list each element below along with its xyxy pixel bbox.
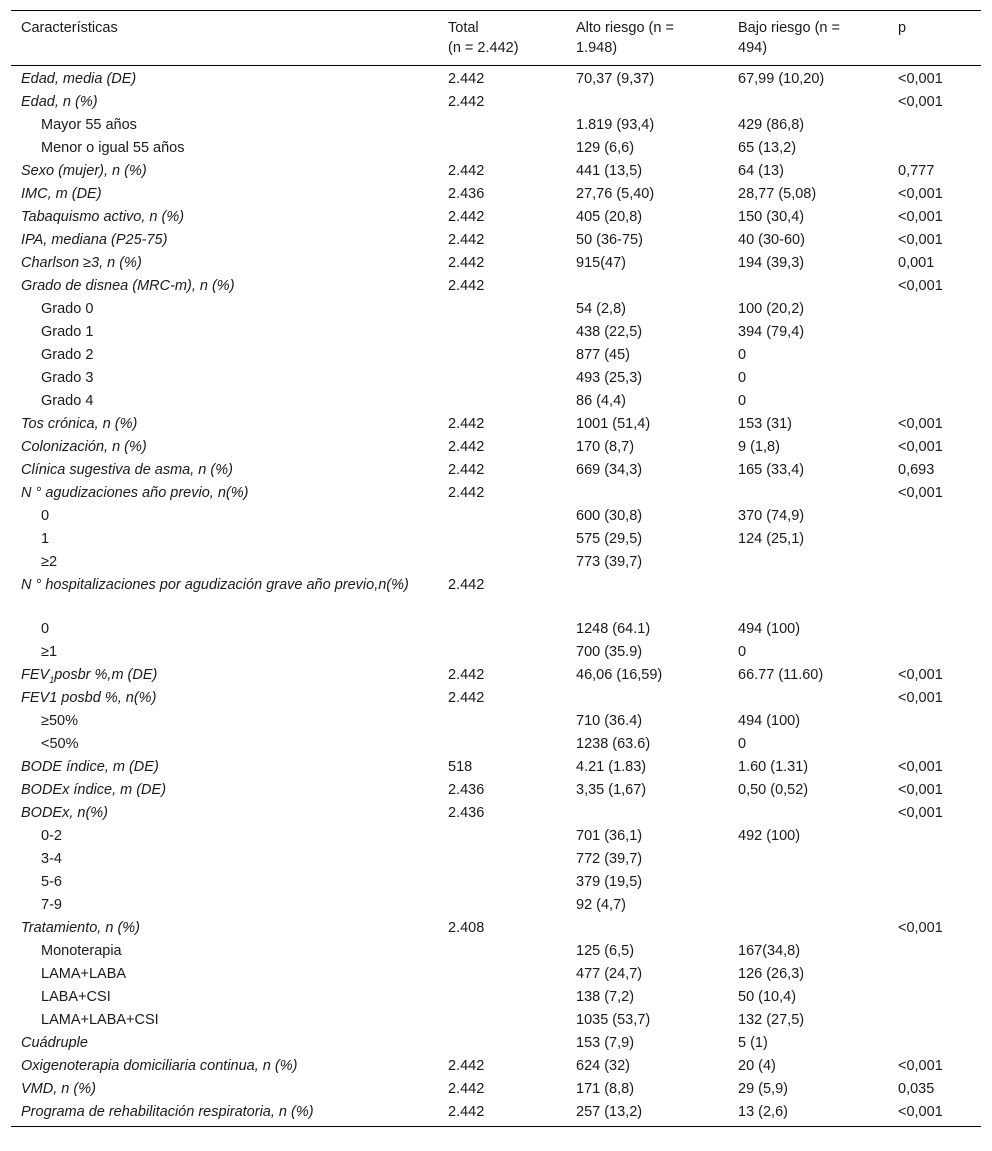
cell-high-risk: 405 (20,8) [576, 209, 643, 225]
row-label: 0-2 [41, 828, 62, 844]
cell-low-risk: 67,99 (10,20) [738, 71, 825, 87]
header-total-line1: Total [448, 20, 479, 36]
cell-total: 2.442 [448, 94, 485, 110]
table-row [11, 1009, 981, 1032]
row-label: IMC, m (DE) [21, 186, 102, 202]
table-header [11, 11, 981, 66]
row-label: 1 [41, 531, 50, 547]
table-row [11, 1032, 981, 1055]
cell-low-risk [728, 848, 888, 871]
cell-low-risk: 150 (30,4) [738, 209, 805, 225]
cell-p-value: <0,001 [898, 805, 943, 821]
cell-high-risk: 700 (35.9) [576, 644, 643, 660]
row-label: 5-6 [41, 874, 62, 890]
row-label: BODE índice, m (DE) [21, 759, 159, 775]
cell-total: 2.442 [448, 209, 485, 225]
fev1-label-subscript: 1 [49, 674, 55, 685]
cell-p-value [888, 298, 981, 321]
table-row [11, 229, 981, 252]
cell-low-risk: 100 (20,2) [738, 301, 805, 317]
cell-low-risk: 1.60 (1.31) [738, 759, 809, 775]
cell-high-risk: 27,76 (5,40) [576, 186, 655, 202]
cell-p-value [888, 618, 981, 641]
cell-total [438, 390, 566, 413]
row-label: 7-9 [41, 897, 62, 913]
row-label: Monoterapia [41, 943, 122, 959]
fev1-label-prefix: FEV [21, 667, 50, 683]
row-label: ≥50% [41, 713, 78, 729]
cell-low-risk: 132 (27,5) [738, 1012, 805, 1028]
cell-total: 2.442 [448, 278, 485, 294]
cell-total [438, 505, 566, 528]
cell-low-risk: 0,50 (0,52) [738, 782, 809, 798]
row-label: Grado 2 [41, 347, 94, 363]
row-label: Sexo (mujer), n (%) [21, 163, 147, 179]
cell-p-value: 0,693 [898, 462, 935, 478]
row-label: Tos crónica, n (%) [21, 416, 138, 432]
cell-high-risk: 441 (13,5) [576, 163, 643, 179]
row-label: Grado 4 [41, 393, 94, 409]
row-label: Grado de disnea (MRC-m), n (%) [21, 278, 235, 294]
cell-low-risk: 429 (86,8) [738, 117, 805, 133]
characteristics-table-container [11, 10, 981, 1127]
row-label: Oxigenoterapia domiciliaria continua, n (%) [21, 1058, 298, 1074]
table-row [11, 252, 981, 275]
cell-p-value: <0,001 [898, 186, 943, 202]
cell-high-risk: 1248 (64.1) [576, 621, 651, 637]
cell-low-risk: 64 (13) [738, 163, 784, 179]
table-row [11, 1055, 981, 1078]
cell-high-risk: 477 (24,7) [576, 966, 643, 982]
header-high-risk-line2: 1.948) [576, 40, 618, 56]
cell-p-value: <0,001 [888, 1101, 981, 1127]
table-row [11, 413, 981, 436]
cell-high-risk: 3,35 (1,67) [576, 782, 647, 798]
cell-p-value [888, 114, 981, 137]
cell-low-risk [728, 687, 888, 710]
table-row [11, 321, 981, 344]
row-label: Grado 0 [41, 301, 94, 317]
cell-total [438, 940, 566, 963]
cell-high-risk: 4.21 (1.83) [576, 759, 647, 775]
cell-low-risk [728, 871, 888, 894]
cell-low-risk [728, 482, 888, 505]
cell-low-risk: 167(34,8) [738, 943, 801, 959]
cell-high-risk: 125 (6,5) [576, 943, 635, 959]
cell-p-value: <0,001 [898, 485, 943, 501]
header-low-risk-line2: 494) [738, 40, 768, 56]
row-label: Grado 3 [41, 370, 94, 386]
row-label [11, 664, 438, 687]
cell-p-value [888, 528, 981, 551]
cell-p-value [888, 940, 981, 963]
table-body [11, 66, 981, 1127]
cell-p-value: <0,001 [898, 920, 943, 936]
cell-high-risk: 86 (4,4) [576, 393, 626, 409]
row-label: 0 [41, 508, 50, 524]
cell-p-value: <0,001 [898, 94, 943, 110]
cell-low-risk: 492 (100) [738, 828, 801, 844]
row-label: Programa de rehabilitación respiratoria, n (%) [11, 1101, 438, 1127]
cell-low-risk [728, 574, 888, 618]
cell-total: 2.442 [448, 232, 485, 248]
table-row [11, 802, 981, 825]
cell-high-risk [566, 482, 728, 505]
cell-low-risk: 494 (100) [738, 713, 801, 729]
cell-high-risk: 171 (8,8) [576, 1081, 635, 1097]
cell-p-value: <0,001 [898, 439, 943, 455]
row-label: VMD, n (%) [21, 1081, 96, 1097]
cell-total: 2.442 [448, 485, 485, 501]
cell-p-value [888, 551, 981, 574]
cell-low-risk [728, 275, 888, 298]
table-row [11, 183, 981, 206]
cell-p-value [888, 367, 981, 390]
table-row [11, 459, 981, 482]
table-row [11, 505, 981, 528]
cell-low-risk: 0 [738, 370, 747, 386]
cell-high-risk: 915(47) [576, 255, 626, 271]
cell-p-value: 0,001 [898, 255, 935, 271]
cell-total [438, 1009, 566, 1032]
table-row [11, 733, 981, 756]
cell-low-risk: 494 (100) [738, 621, 801, 637]
header-total [438, 11, 566, 66]
cell-high-risk: 379 (19,5) [576, 874, 643, 890]
row-label: Mayor 55 años [41, 117, 137, 133]
table-row [11, 275, 981, 298]
cell-total: 2.442 [448, 1058, 485, 1074]
row-label: Tratamiento, n (%) [21, 920, 140, 936]
table-row [11, 917, 981, 940]
table-row [11, 664, 981, 687]
cell-total [438, 641, 566, 664]
row-label: FEV1 posbd %, n(%) [21, 690, 157, 706]
cell-high-risk: 170 (8,7) [576, 439, 635, 455]
cell-low-risk: 28,77 (5,08) [738, 186, 817, 202]
table-row [11, 963, 981, 986]
row-label: Edad, n (%) [21, 94, 98, 110]
header-p-value: p [898, 20, 907, 36]
cell-high-risk: 1001 (51,4) [576, 416, 651, 432]
cell-total [438, 1032, 566, 1055]
cell-high-risk: 54 (2,8) [576, 301, 626, 317]
cell-p-value [888, 894, 981, 917]
cell-total: 2.442 [448, 71, 485, 87]
cell-total [438, 986, 566, 1009]
table-row [11, 436, 981, 459]
cell-total: 518 [448, 759, 473, 775]
header-low-risk [728, 11, 888, 66]
row-label: Cuádruple [21, 1035, 88, 1051]
cell-low-risk [728, 802, 888, 825]
cell-total: 2.442 [448, 462, 485, 478]
cell-high-risk: 438 (22,5) [576, 324, 643, 340]
cell-high-risk: 153 (7,9) [576, 1035, 635, 1051]
cell-low-risk [728, 551, 888, 574]
cell-total: 2.436 [448, 805, 485, 821]
cell-low-risk: 153 (31) [738, 416, 793, 432]
cell-total [438, 528, 566, 551]
cell-total [438, 367, 566, 390]
cell-total [438, 618, 566, 641]
cell-high-risk: 575 (29,5) [576, 531, 643, 547]
cell-high-risk: 1.819 (93,4) [576, 117, 655, 133]
cell-p-value: 0,777 [898, 163, 935, 179]
row-label: Clínica sugestiva de asma, n (%) [21, 462, 233, 478]
cell-p-value [888, 321, 981, 344]
cell-high-risk [566, 802, 728, 825]
cell-p-value [888, 848, 981, 871]
cell-total: 2.442 [448, 667, 485, 683]
cell-low-risk: 0 [738, 393, 747, 409]
cell-high-risk: 600 (30,8) [576, 508, 643, 524]
cell-low-risk: 0 [738, 347, 747, 363]
table-row [11, 894, 981, 917]
cell-p-value: <0,001 [898, 416, 943, 432]
cell-high-risk [566, 275, 728, 298]
cell-total: 2.442 [448, 577, 485, 593]
cell-p-value: <0,001 [898, 667, 943, 683]
table-row [11, 871, 981, 894]
cell-p-value [888, 1009, 981, 1032]
cell-low-risk [728, 91, 888, 114]
table-row [11, 779, 981, 802]
table-row [11, 986, 981, 1009]
cell-high-risk: 624 (32) [576, 1058, 631, 1074]
cell-total: 2.442 [448, 1081, 485, 1097]
cell-high-risk: 772 (39,7) [576, 851, 643, 867]
table-row [11, 825, 981, 848]
row-label: Charlson ≥3, n (%) [21, 255, 142, 271]
table-row [11, 618, 981, 641]
table-row [11, 66, 981, 91]
cell-total [438, 114, 566, 137]
cell-low-risk: 40 (30-60) [738, 232, 805, 248]
cell-p-value [888, 710, 981, 733]
table-row [11, 1078, 981, 1101]
header-high-risk-line1: Alto riesgo (n = [576, 20, 674, 36]
cell-high-risk [566, 91, 728, 114]
cell-low-risk: 394 (79,4) [738, 324, 805, 340]
cell-total [438, 963, 566, 986]
cell-high-risk: 710 (36.4) [576, 713, 643, 729]
cell-low-risk: 0 [738, 644, 747, 660]
table-row [11, 390, 981, 413]
table-row [11, 160, 981, 183]
row-label: ≥1 [41, 644, 58, 660]
row-label: LABA+CSI [41, 989, 111, 1005]
row-label: BODEx, n(%) [21, 805, 109, 821]
cell-low-risk: 9 (1,8) [738, 439, 780, 455]
cell-low-risk: 126 (26,3) [738, 966, 805, 982]
cell-high-risk: 257 (13,2) [566, 1101, 728, 1127]
table-row [11, 298, 981, 321]
row-label: BODEx índice, m (DE) [21, 782, 167, 798]
cell-high-risk: 1238 (63.6) [576, 736, 651, 752]
cell-high-risk: 70,37 (9,37) [576, 71, 655, 87]
cell-p-value: <0,001 [898, 759, 943, 775]
table-row [11, 367, 981, 390]
cell-high-risk: 138 (7,2) [576, 989, 635, 1005]
table-row [11, 206, 981, 229]
table-row [11, 687, 981, 710]
cell-high-risk [566, 687, 728, 710]
table-row [11, 710, 981, 733]
table-row [11, 756, 981, 779]
characteristics-table [11, 10, 981, 1127]
cell-low-risk: 29 (5,9) [738, 1081, 788, 1097]
header-high-risk [566, 11, 728, 66]
cell-p-value [888, 137, 981, 160]
cell-total: 2.442 [448, 163, 485, 179]
cell-low-risk: 124 (25,1) [738, 531, 805, 547]
cell-total: 2.442 [448, 255, 485, 271]
table-row [11, 528, 981, 551]
table-row [11, 344, 981, 367]
cell-total: 2.442 [448, 416, 485, 432]
cell-total [438, 344, 566, 367]
row-label: Menor o igual 55 años [41, 140, 185, 156]
cell-high-risk: 46,06 (16,59) [576, 667, 663, 683]
cell-p-value [888, 825, 981, 848]
cell-total: 2.442 [448, 690, 485, 706]
row-label: LAMA+LABA [41, 966, 127, 982]
row-label: 3-4 [41, 851, 62, 867]
cell-low-risk: 50 (10,4) [738, 989, 797, 1005]
cell-p-value: <0,001 [898, 232, 943, 248]
row-label: 0 [41, 621, 50, 637]
cell-high-risk: 129 (6,6) [576, 140, 635, 156]
cell-total: 2.442 [438, 1101, 566, 1127]
cell-total: 2.442 [448, 439, 485, 455]
row-label: Edad, media (DE) [21, 71, 137, 87]
table-row [11, 551, 981, 574]
cell-low-risk: 65 (13,2) [738, 140, 797, 156]
cell-high-risk: 92 (4,7) [576, 897, 626, 913]
cell-low-risk: 370 (74,9) [738, 508, 805, 524]
row-label: Tabaquismo activo, n (%) [21, 209, 185, 225]
cell-high-risk: 701 (36,1) [576, 828, 643, 844]
cell-high-risk: 493 (25,3) [576, 370, 643, 386]
cell-high-risk [566, 917, 728, 940]
row-label: N ° agudizaciones año previo, n(%) [21, 485, 249, 501]
cell-p-value [888, 986, 981, 1009]
cell-low-risk: 20 (4) [738, 1058, 776, 1074]
cell-p-value [888, 871, 981, 894]
cell-high-risk: 877 (45) [576, 347, 631, 363]
cell-total [438, 733, 566, 756]
cell-p-value [888, 344, 981, 367]
cell-high-risk: 50 (36-75) [576, 232, 643, 248]
table-row [11, 137, 981, 160]
cell-p-value [888, 641, 981, 664]
cell-total: 2.436 [448, 782, 485, 798]
row-label: Colonización, n (%) [21, 439, 147, 455]
cell-total [438, 137, 566, 160]
cell-p-value: <0,001 [898, 690, 943, 706]
table-row [11, 641, 981, 664]
cell-total [438, 825, 566, 848]
cell-total [438, 321, 566, 344]
row-label: Grado 1 [41, 324, 94, 340]
header-characteristics: Características [21, 20, 118, 36]
cell-p-value [888, 574, 981, 618]
cell-high-risk: 1035 (53,7) [576, 1012, 651, 1028]
cell-p-value [888, 733, 981, 756]
table-row [11, 482, 981, 505]
cell-low-risk: 66.77 (11.60) [738, 667, 824, 683]
cell-low-risk: 194 (39,3) [738, 255, 805, 271]
cell-p-value: 0,035 [898, 1081, 935, 1097]
cell-p-value: <0,001 [898, 1058, 943, 1074]
cell-total [438, 710, 566, 733]
cell-p-value [888, 390, 981, 413]
cell-p-value: <0,001 [898, 782, 943, 798]
table-row [11, 574, 981, 618]
cell-high-risk: 669 (34,3) [576, 462, 643, 478]
cell-total [438, 894, 566, 917]
header-row [11, 11, 981, 66]
table-row [11, 91, 981, 114]
cell-low-risk [728, 894, 888, 917]
cell-p-value: <0,001 [898, 278, 943, 294]
cell-total [438, 848, 566, 871]
row-label: LAMA+LABA+CSI [41, 1012, 159, 1028]
header-low-risk-line1: Bajo riesgo (n = [738, 20, 840, 36]
cell-p-value [888, 505, 981, 528]
table-row [11, 940, 981, 963]
row-label: ≥2 [41, 554, 58, 570]
cell-low-risk [728, 917, 888, 940]
table-row [11, 1101, 981, 1127]
cell-high-risk [566, 574, 728, 618]
cell-low-risk: 13 (2,6) [728, 1101, 888, 1127]
cell-p-value [888, 963, 981, 986]
cell-total: 2.436 [448, 186, 485, 202]
cell-total: 2.408 [448, 920, 485, 936]
row-label: IPA, mediana (P25-75) [21, 232, 168, 248]
cell-total [438, 298, 566, 321]
cell-total [438, 871, 566, 894]
row-label: <50% [41, 736, 79, 752]
cell-high-risk: 773 (39,7) [576, 554, 643, 570]
fev1-label-suffix: posbr %,m (DE) [54, 667, 158, 683]
cell-low-risk: 5 (1) [738, 1035, 768, 1051]
cell-low-risk: 0 [738, 736, 747, 752]
table-row [11, 848, 981, 871]
cell-p-value: <0,001 [898, 71, 943, 87]
cell-p-value: <0,001 [898, 209, 943, 225]
row-label: N ° hospitalizaciones por agudización grave año previo,n(%) [21, 577, 409, 593]
cell-total [438, 551, 566, 574]
cell-low-risk: 165 (33,4) [738, 462, 805, 478]
table-row [11, 114, 981, 137]
cell-p-value [888, 1032, 981, 1055]
header-total-line2: (n = 2.442) [448, 40, 519, 56]
